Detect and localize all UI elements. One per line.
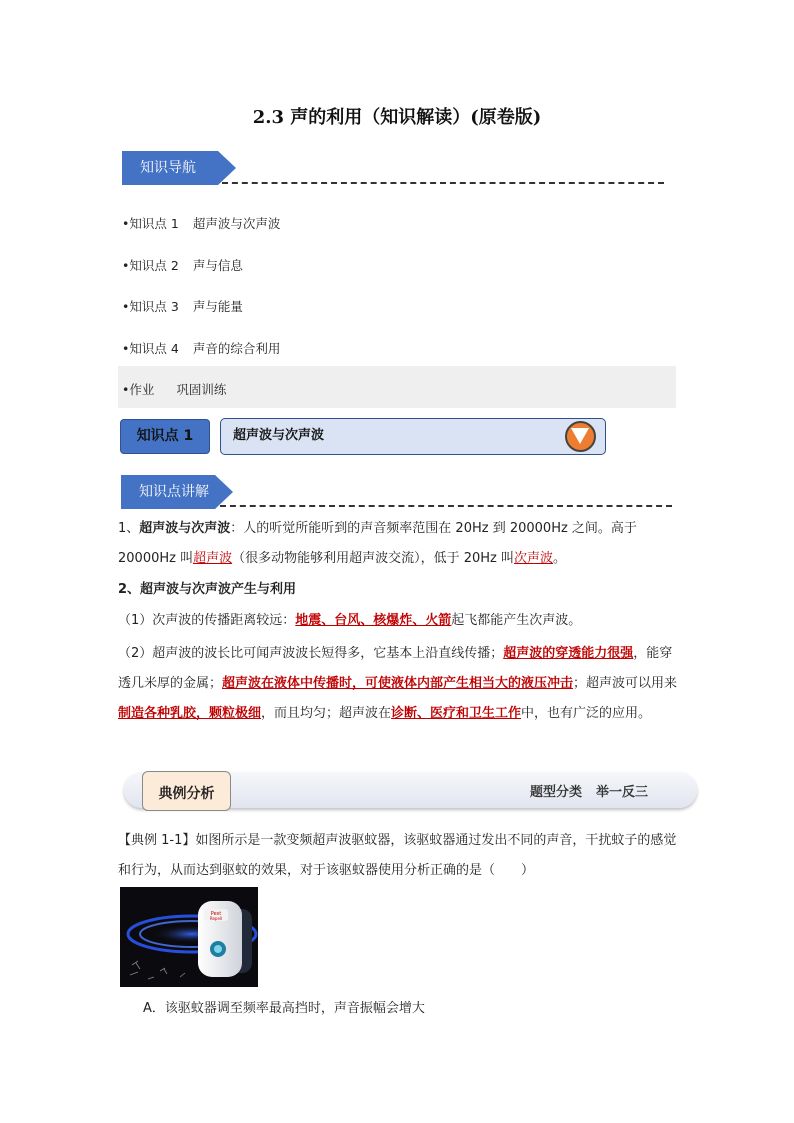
paragraph-1: 1、超声波与次声波：人的听觉所能听到的声音频率范围在 20Hz 到 20000Hz 之间。高于 20000Hz 叫超声波（很多动物能够利用超声波交流），低于 20Hz 叫次声波。	[118, 521, 637, 566]
device-label-1: Pest	[210, 911, 222, 917]
nav-item-1[interactable]: •知识点 1 超声波与次声波	[122, 216, 281, 231]
explain-divider	[220, 505, 672, 507]
example-bar-right: 题型分类 举一反三	[530, 785, 649, 800]
paragraph-3: （1）次声波的传播距离较远：地震、台风、核爆炸、火箭起飞都能产生次声波。	[118, 613, 582, 628]
section-label: 知识点 1	[120, 419, 210, 454]
example-question: 【典例 1-1】如图所示是一款变频超声波驱蚊器，该驱蚊器通过发出不同的声音，干扰蚊子的感觉和行为，从而达到驱蚊的效果，对于该驱蚊器使用分析正确的是（ ）	[118, 833, 677, 878]
triangle-down-icon	[571, 428, 589, 444]
nav-item-2[interactable]: •知识点 2 声与信息	[122, 258, 243, 273]
nav-item-4[interactable]: •知识点 4 声音的综合利用	[122, 341, 281, 356]
explain-banner-arrow	[215, 475, 233, 509]
option-a[interactable]: A．该驱蚊器调至频率最高挡时，声音振幅会增大	[143, 1001, 425, 1016]
nav-banner-arrow	[218, 151, 236, 185]
device-photo	[120, 887, 258, 987]
nav-item-3[interactable]: •知识点 3 声与能量	[122, 299, 243, 314]
paragraph-4: （2）超声波的波长比可闻声波波长短得多，它基本上沿直线传播；超声波的穿透能力很强，能穿透几米厚的金属；超声波在液体中传播时，可使液体内部产生相当大的液压冲击；超声波可以用来制造各种乳胶，颗粒极细，而且均匀；超声波在诊断、医疗和卫生工作中，也有广泛的应用。	[118, 646, 678, 721]
page-title: 2.3 声的利用（知识解读）(原卷版)	[252, 107, 542, 128]
nav-divider	[222, 182, 664, 184]
nav-item-homework[interactable]: •作业 巩固训练	[122, 382, 227, 397]
device-label-2: Repell	[209, 916, 223, 921]
nav-banner: 知识导航	[122, 151, 218, 185]
paragraph-2: 2、超声波与次声波产生与利用	[118, 582, 297, 597]
mosquito-repeller-image	[120, 887, 258, 987]
section-title: 超声波与次声波	[220, 418, 606, 455]
explain-banner: 知识点讲解	[121, 475, 215, 509]
example-tab: 典例分析	[142, 771, 231, 811]
